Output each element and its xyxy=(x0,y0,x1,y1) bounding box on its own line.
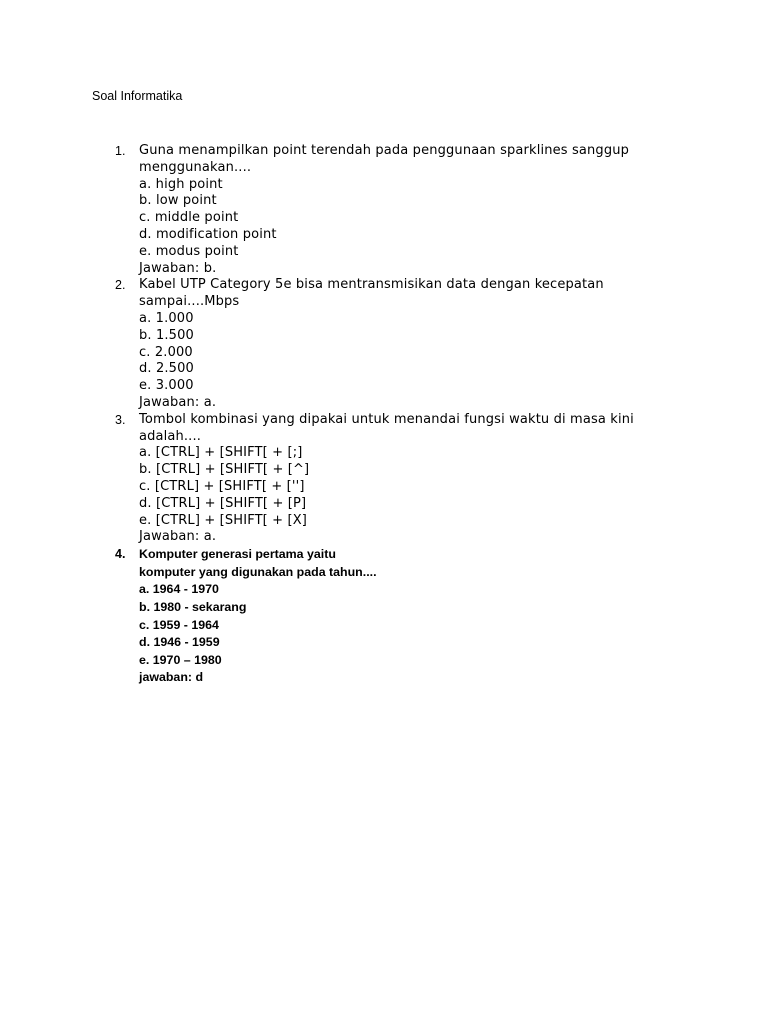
question-text: sampai....Mbps xyxy=(139,294,240,310)
answer-option: a. high point xyxy=(139,176,223,192)
answer-key: Jawaban: b. xyxy=(139,260,217,276)
question-number: 1. xyxy=(115,144,126,158)
question-text: Tombol kombinasi yang dipakai untuk menandai fungsi waktu di masa kini xyxy=(139,411,634,427)
answer-option: e. modus point xyxy=(139,243,239,259)
question-text: adalah.... xyxy=(139,428,202,444)
question-item-4 xyxy=(0,546,768,687)
answer-option: c. 1959 - 1964 xyxy=(139,617,219,632)
question-text: Komputer generasi pertama yaitu xyxy=(139,547,336,562)
question-item-2 xyxy=(0,277,768,411)
question-body xyxy=(139,277,659,411)
question-number: 4. xyxy=(115,547,126,562)
answer-key: Jawaban: a. xyxy=(139,529,217,545)
question-item-3 xyxy=(0,412,768,546)
question-list xyxy=(0,143,768,687)
question-number: 3. xyxy=(115,412,126,427)
question-text: komputer yang digunakan pada tahun.... xyxy=(139,564,377,579)
answer-option: b. 1.500 xyxy=(139,327,194,343)
answer-option: d. [CTRL] + [SHIFT[ + [P] xyxy=(139,495,307,511)
question-number: 2. xyxy=(115,278,126,293)
answer-option: a. [CTRL] + [SHIFT[ + [;] xyxy=(139,445,303,461)
answer-option: b. [CTRL] + [SHIFT[ + [^] xyxy=(139,462,310,478)
answer-option: c. [CTRL] + [SHIFT[ + [''] xyxy=(139,478,305,494)
answer-option: e. [CTRL] + [SHIFT[ + [X] xyxy=(139,512,308,528)
question-body xyxy=(139,143,659,277)
answer-option: e. 1970 – 1980 xyxy=(139,652,222,667)
answer-option: d. modification point xyxy=(139,226,277,242)
answer-option: a. 1.000 xyxy=(139,310,194,326)
document-title: Soal Informatika xyxy=(92,89,183,103)
answer-option: a. 1964 - 1970 xyxy=(139,582,219,597)
question-body xyxy=(139,412,659,546)
question-body xyxy=(139,546,659,687)
answer-option: d. 1946 - 1959 xyxy=(139,635,220,650)
answer-key: Jawaban: a. xyxy=(139,394,217,410)
answer-option: d. 2.500 xyxy=(139,361,194,377)
answer-option: e. 3.000 xyxy=(139,378,194,394)
answer-option: c. 2.000 xyxy=(139,344,193,360)
question-text: Guna menampilkan point terendah pada penggunaan sparklines sanggup xyxy=(139,143,630,158)
answer-option: b. 1980 - sekarang xyxy=(139,599,247,614)
answer-option: b. low point xyxy=(139,193,217,209)
answer-key: jawaban: d xyxy=(139,670,204,685)
answer-option: c. middle point xyxy=(139,210,239,226)
question-item-1 xyxy=(0,143,768,277)
question-text: Kabel UTP Category 5e bisa mentransmisikan data dengan kecepatan xyxy=(139,277,604,293)
question-text: menggunakan.... xyxy=(139,159,252,175)
